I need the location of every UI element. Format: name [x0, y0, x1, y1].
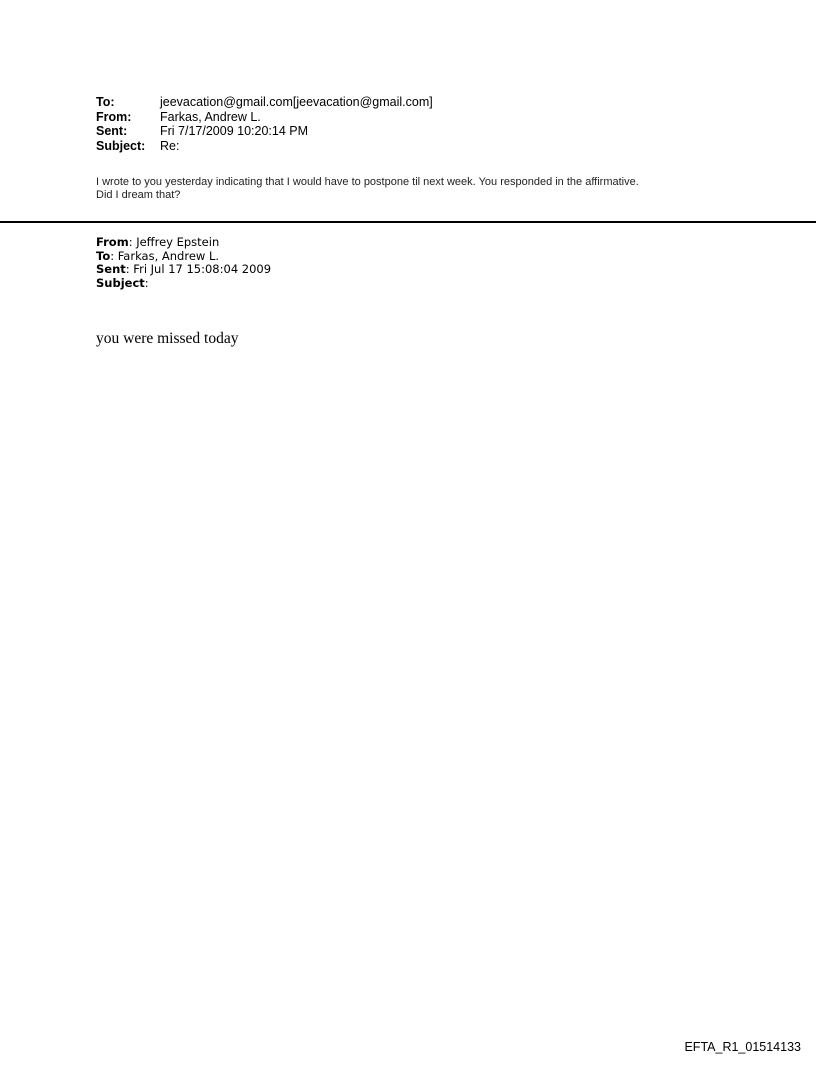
- email1-to-value: jeevacation@gmail.com[jeevacation@gmail.com]: [160, 95, 433, 109]
- email1-subject-value: Re:: [160, 138, 180, 153]
- email1-to-label: To:: [96, 95, 115, 109]
- email2-from-value: : Jeffrey Epstein: [128, 235, 220, 249]
- document-id: EFTA_R1_01514133: [684, 1040, 801, 1054]
- email2-to-value: : Farkas, Andrew L.: [110, 248, 220, 263]
- email1-sent-label: Sent:: [96, 124, 128, 138]
- email2-from-label: From: [96, 235, 129, 249]
- email1-sent-value: Fri 7/17/2009 10:20:14 PM: [160, 124, 309, 138]
- email1-subject-row: [96, 139, 433, 154]
- message-divider: [0, 221, 816, 223]
- email2-from-row: [96, 236, 271, 250]
- email1-from-value: Farkas, Andrew L.: [160, 109, 261, 124]
- email1-sent-row: [96, 124, 433, 139]
- email2-sent-value: : Fri Jul 17 15:08:04 2009: [125, 262, 272, 276]
- email2-to-row: [96, 250, 271, 264]
- email1-body-line: Did I dream that?: [96, 189, 181, 201]
- email2-subject-value: :: [144, 275, 149, 290]
- email1-subject-label: Subject:: [96, 138, 146, 153]
- email2-subject-row: [96, 277, 271, 291]
- email2-subject-label: Subject: [96, 275, 145, 290]
- email1-from-label: From:: [96, 109, 132, 124]
- email2-to-label: To: [96, 248, 111, 263]
- email1-to-row: [96, 95, 433, 110]
- email1-body-line: I wrote to you yesterday indicating that I would have to postpone til next week. You responded in the affirmative.: [96, 176, 639, 188]
- email1-header: [96, 95, 433, 153]
- email1-body: [96, 176, 639, 202]
- email1-from-row: [96, 110, 433, 125]
- email2-sent-row: [96, 263, 271, 277]
- email2-body: you were missed today: [96, 330, 239, 347]
- email2-header: [96, 236, 271, 290]
- email2-sent-label: Sent: [96, 262, 126, 276]
